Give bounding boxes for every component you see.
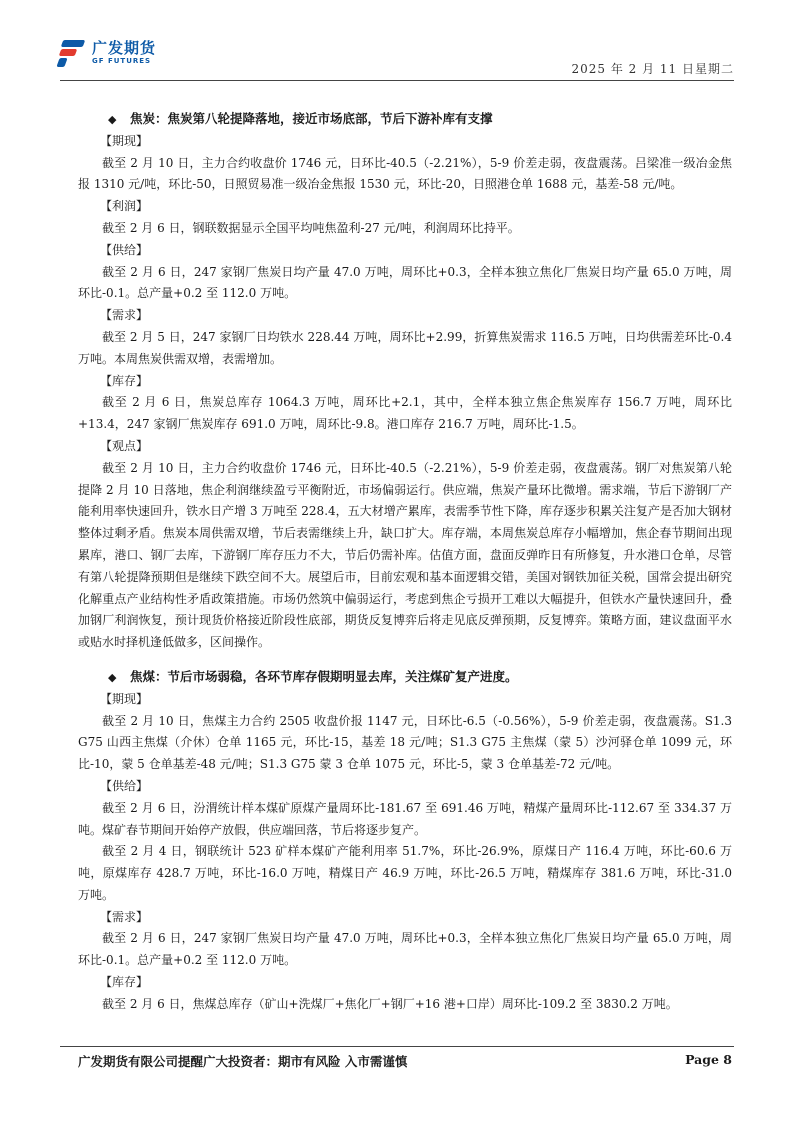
body-paragraph: 截至 2 月 10 日，主力合约收盘价 1746 元，日环比-40.5（-2.21%），5-9 价差走弱，夜盘震荡。钢厂对焦炭第八轮提降 2 月 10 日落地，焦企利润继续盈亏平衡附近，市场偏弱运行。供应端，焦炭产量环比微增。需求端，节后下游钢厂产能利用率快速回升，铁水日产增 3 万吨至 228.4，五大材增产累库，表需季节性下降，库存逐步积累关注复产是否加大钢材整体过剩矛盾。焦炭本周供需双增，节后表需继续上升，缺口扩大。库存端，本周焦炭总库存小幅增加，焦企春节期间出现累库，港口、钢厂去库，下游钢厂库存压力不大，节后仍需补库。估值方面，盘面反弹昨日有所修复，升水港口仓单，尽管有第八轮提降预期但是继续下跌空间不大。展望后市，目前宏观和基本面逻辑交错，美国对钢铁加征关税，国常会提出研究化解重点产业结构性矛盾政策措施。市场仍然筑中偏弱运行，考虑到焦企亏损开工难以大幅提升，但铁水产量快速回升，叠加钢厂利润恢复，预计现货价格接近阶段性底部，期货反复博弈后将走见底反弹预期，反复博弈。策略方面，建议盘面平水或贴水时择机逢低做多，区间操作。 [78,460,732,650]
body-paragraph: 截至 2 月 4 日，钢联统计 523 矿样本煤矿产能利用率 51.7%，环比-26.9%，原煤日产 116.4 万吨，环比-60.6 万吨，原煤库存 428.7 万吨，环比-16.0 万吨，精煤日产 46.9 万吨，环比-26.5 万吨，精煤库存 381.6 万吨，环比-31.0 万吨。 [78,844,732,902]
page-number: Page 8 [685,1052,732,1067]
body-paragraph: 截至 2 月 6 日，焦炭总库存 1064.3 万吨，周环比+2.1，其中，全样本独立焦企焦炭库存 156.7 万吨，周环比+13.4，247 家钢厂焦炭库存 691.0 万吨，周环比-9.8。港口库存 216.7 万吨，周环比-1.5。 [78,395,732,432]
section-title-text: 焦炭：焦炭第八轮提降落地，接近市场底部，节后下游补库有支撑 [130,111,493,126]
company-logo [60,38,156,68]
body-paragraph: 截至 2 月 6 日，247 家钢厂焦炭日均产量 47.0 万吨，周环比+0.3，全样本独立焦化厂焦炭日均产量 65.0 万吨，周环比-0.1。总产量+0.2 至 112.0 万吨。 [78,264,732,301]
page-footer [78,1052,732,1070]
body-paragraph: 截至 2 月 5 日，247 家钢厂日均铁水 228.44 万吨，周环比+2.99，折算焦炭需求 116.5 万吨，日均供需差环比-0.4 万吨。本周焦炭供需双增，表需增加。 [78,329,732,366]
diamond-bullet-icon: ◆ [108,670,117,684]
section-title [78,666,732,689]
subsection-label: 【期现】 [100,133,149,148]
subsection-label: 【利润】 [100,199,149,214]
report-body [78,108,732,1016]
subsection-label: 【供给】 [100,242,149,257]
body-paragraph: 截至 2 月 6 日，汾渭统计样本煤矿原煤产量周环比-181.67 至 691.46 万吨，精煤产量周环比-112.67 至 334.37 万吨。煤矿春节期间开始停产放假，供应端回落，节后将逐步复产。 [78,800,732,837]
risk-disclaimer: 广发期货有限公司提醒广大投资者：期市有风险 入市需谨慎 [78,1054,408,1069]
body-paragraph: 截至 2 月 6 日，焦煤总库存（矿山+洗煤厂+焦化厂+钢厂+16 港+口岸）周环比-109.2 至 3830.2 万吨。 [102,996,678,1011]
section-title-text: 焦煤：节后市场弱稳，各环节库存假期明显去库，关注煤矿复产进度。 [130,668,518,684]
section-gap [78,654,732,666]
logo-mark-icon [60,38,88,68]
subsection-label: 【需求】 [100,308,149,323]
body-paragraph: 截至 2 月 10 日，主力合约收盘价 1746 元，日环比-40.5（-2.21%），5-9 价差走弱，夜盘震荡。吕梁准一级冶金焦报 1310 元/吨，环比-50，日照贸易准一级冶金焦报 1530 元，环比-20，日照港仓单 1688 元，基差-58 元/吨。 [78,155,732,192]
subsection-label: 【需求】 [100,909,149,924]
logo-text-cn: 广发期货 [92,39,157,57]
section-title [78,108,732,131]
diamond-bullet-icon: ◆ [108,113,117,126]
body-paragraph: 截至 2 月 10 日，焦煤主力合约 2505 收盘价报 1147 元，日环比-6.5（-0.56%），5-9 价差走弱，夜盘震荡。S1.3 G75 山西主焦煤（介休）仓单 1165 元，环比-15，基差 18 元/吨；S1.3 G75 主焦煤（蒙 5）沙河驿仓单 1099 元，环比-10，蒙 5 仓单基差-48 元/吨；S1.3 G75 蒙 3 仓单 1075 元，环比-5，蒙 3 仓单基差-72 元/吨。 [78,713,732,772]
page-header [60,38,734,80]
report-date: 2025 年 2 月 11 日星期二 [571,62,734,76]
logo-text-en: GF FUTURES [92,57,152,65]
header-divider [60,80,734,81]
body-paragraph: 截至 2 月 6 日，247 家钢厂焦炭日均产量 47.0 万吨，周环比+0.3，全样本独立焦化厂焦炭日均产量 65.0 万吨，周环比-0.1。总产量+0.2 至 112.0 万吨。 [78,931,732,968]
subsection-label: 【期现】 [100,691,149,706]
subsection-label: 【库存】 [100,373,149,388]
subsection-label: 【观点】 [100,438,149,453]
subsection-label: 【供给】 [100,778,149,793]
footer-divider [60,1046,734,1047]
body-paragraph: 截至 2 月 6 日，钢联数据显示全国平均吨焦盈利-27 元/吨，利润周环比持平。 [102,220,520,235]
subsection-label: 【库存】 [100,975,149,990]
